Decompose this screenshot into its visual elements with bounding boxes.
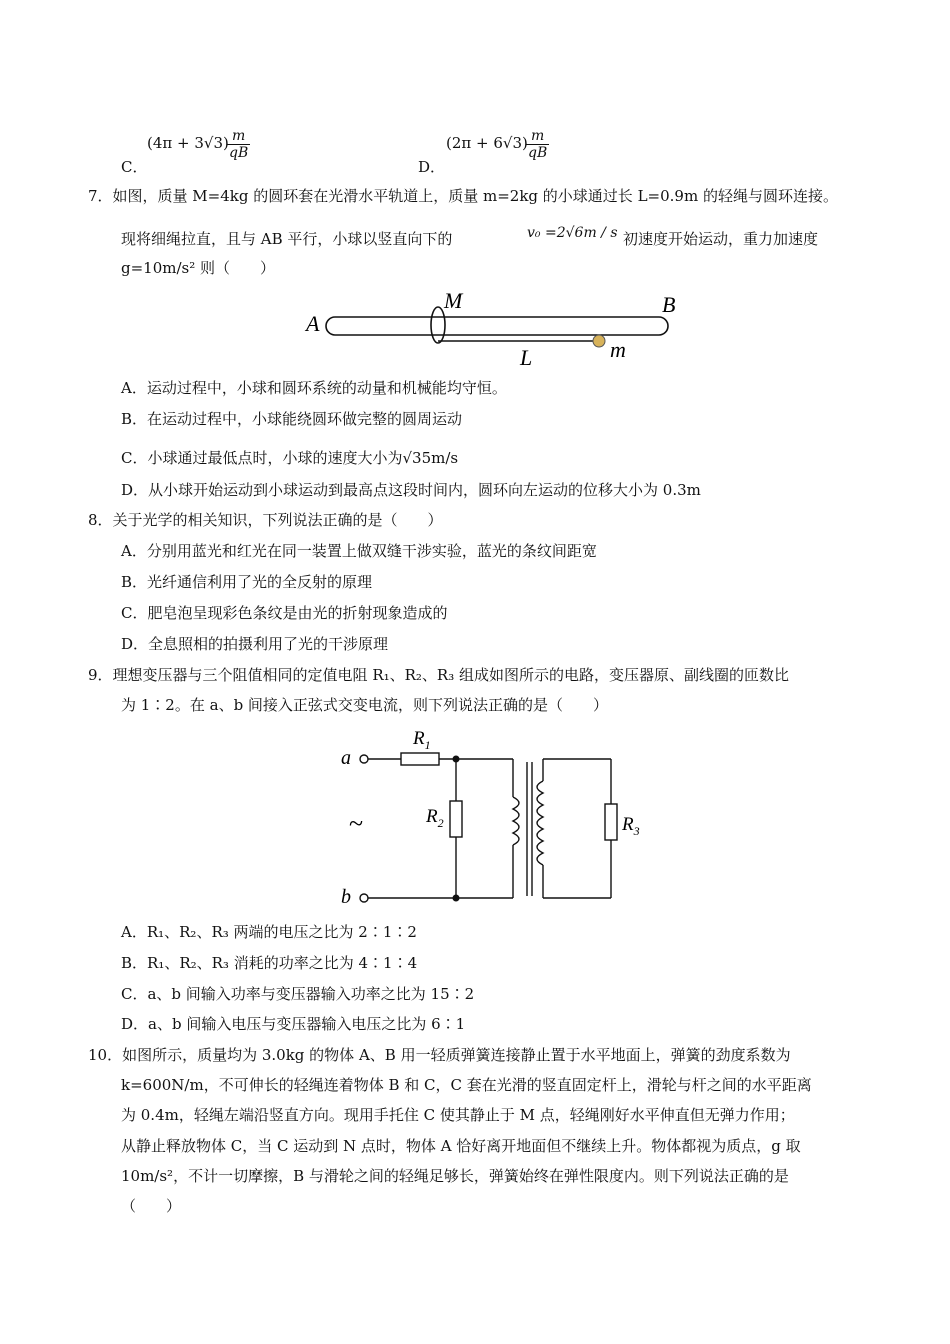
q8-option-a: A．分别用蓝光和红光在同一装置上做双缝干涉实验，蓝光的条纹间距宽: [121, 542, 597, 560]
q9-option-b: B．R₁、R₂、R₃ 消耗的功率之比为 4∶1∶4: [121, 954, 418, 972]
q7-option-a: A．运动过程中，小球和圆环系统的动量和机械能均守恒。: [121, 379, 507, 397]
label-r3: $R_3$: [622, 814, 640, 838]
small-ball: [593, 335, 605, 347]
secondary-coil: [537, 781, 543, 865]
q7-option-b: B．在运动过程中，小球能绕圆环做完整的圆周运动: [121, 410, 463, 428]
label-r1: $R_1$: [413, 728, 431, 752]
q7-stem-line-1: 7．如图，质量 M=4kg 的圆环套在光滑水平轨道上，质量 m=2kg 的小球通过长 L=0.9m 的轻绳与圆环连接。: [88, 187, 838, 205]
primary-coil: [513, 797, 519, 845]
q9-option-a: A．R₁、R₂、R₃ 两端的电压之比为 2∶1∶2: [121, 923, 417, 941]
label-r2: $R_2$: [426, 806, 444, 830]
label-a: A: [306, 311, 320, 336]
q10-stem-line-3: 为 0.4m，轻绳左端沿竖直方向。现用手托住 C 使其静止于 M 点，轻绳刚好水平伸直但无弹力作用；: [121, 1106, 795, 1124]
q9-figure-transformer-circuit: [335, 722, 655, 912]
ring: [431, 307, 445, 343]
label-b-terminal: b: [341, 886, 351, 908]
q10-stem-line-6: （ ）: [121, 1197, 182, 1215]
q7-stem-line-2b: 初速度开始运动，重力加速度: [623, 230, 819, 248]
fraction-numerator: m: [526, 128, 549, 145]
resistor-r3: [605, 804, 617, 840]
q9-stem-line-1: 9．理想变压器与三个阻值相同的定值电阻 R₁、R₂、R₃ 组成如图所示的电路，变压器原、副线圈的匝数比: [88, 666, 790, 684]
q8-stem: 8．关于光学的相关知识，下列说法正确的是（ ）: [88, 511, 443, 529]
q6-option-d-fraction: [526, 128, 549, 161]
q9-option-c: C．a、b 间输入功率与变压器输入功率之比为 15∶2: [121, 985, 475, 1003]
fraction-numerator: m: [227, 128, 250, 145]
terminal-b: [360, 894, 368, 902]
q8-option-c: C．肥皂泡呈现彩色条纹是由光的折射现象造成的: [121, 604, 448, 622]
q10-stem-line-1: 10．如图所示，质量均为 3.0kg 的物体 A、B 用一轻质弹簧连接静止置于水平地面上，弹簧的劲度系数为: [88, 1046, 791, 1064]
terminal-a: [360, 755, 368, 763]
q10-stem-line-2: k=600N/m，不可伸长的轻绳连着物体 B 和 C，C 套在光滑的竖直固定杆上，滑轮与杆之间的水平距离: [121, 1076, 812, 1094]
q7-option-c: C．小球通过最低点时，小球的速度大小为√35m/s: [121, 449, 459, 467]
horizontal-track: [326, 317, 668, 335]
q7-figure-ring-on-track: [300, 285, 690, 370]
ac-source-symbol: ~: [349, 809, 364, 838]
q6-option-c-expression: (4π + 3√3): [147, 134, 229, 152]
resistor-r2: [450, 801, 462, 837]
q7-stem-line-2a: 现将细绳拉直，且与 AB 平行，小球以竖直向下的: [121, 230, 453, 248]
q8-option-b: B．光纤通信利用了光的全反射的原理: [121, 573, 373, 591]
q6-option-c-fraction: [227, 128, 250, 161]
q10-stem-line-4: 从静止释放物体 C，当 C 运动到 N 点时，物体 A 恰好离开地面但不继续上升。物体都视为质点，g 取: [121, 1137, 801, 1155]
q8-option-d: D．全息照相的拍摄利用了光的干涉原理: [121, 635, 389, 653]
q6-option-c-label: C．: [121, 158, 148, 176]
q9-stem-line-2: 为 1∶2。在 a、b 间接入正弦式交变电流，则下列说法正确的是（ ）: [121, 696, 608, 714]
q9-option-d: D．a、b 间输入电压与变压器输入电压之比为 6∶1: [121, 1015, 466, 1033]
q6-option-d-label: D．: [418, 158, 446, 176]
q10-stem-line-5: 10m/s²，不计一切摩擦，B 与滑轮之间的轻绳足够长，弹簧始终在弹性限度内。则下列说法正确的是: [121, 1167, 789, 1185]
fraction-denominator: qB: [528, 145, 548, 161]
q7-initial-velocity: v₀ =2√6m / s: [527, 225, 618, 241]
label-m-ring: M: [444, 288, 463, 313]
label-m-ball: m: [610, 337, 626, 362]
q6-option-d-expression: (2π + 6√3): [446, 134, 528, 152]
resistor-r1: [401, 753, 439, 765]
label-l-rope: L: [520, 345, 533, 370]
label-a-terminal: a: [341, 747, 351, 769]
label-b: B: [662, 292, 676, 317]
q7-option-d: D．从小球开始运动到小球运动到最高点这段时间内，圆环向左运动的位移大小为 0.3m: [121, 481, 701, 499]
q7-stem-line-3: g=10m/s² 则（ ）: [121, 259, 276, 277]
fraction-denominator: qB: [229, 145, 249, 161]
